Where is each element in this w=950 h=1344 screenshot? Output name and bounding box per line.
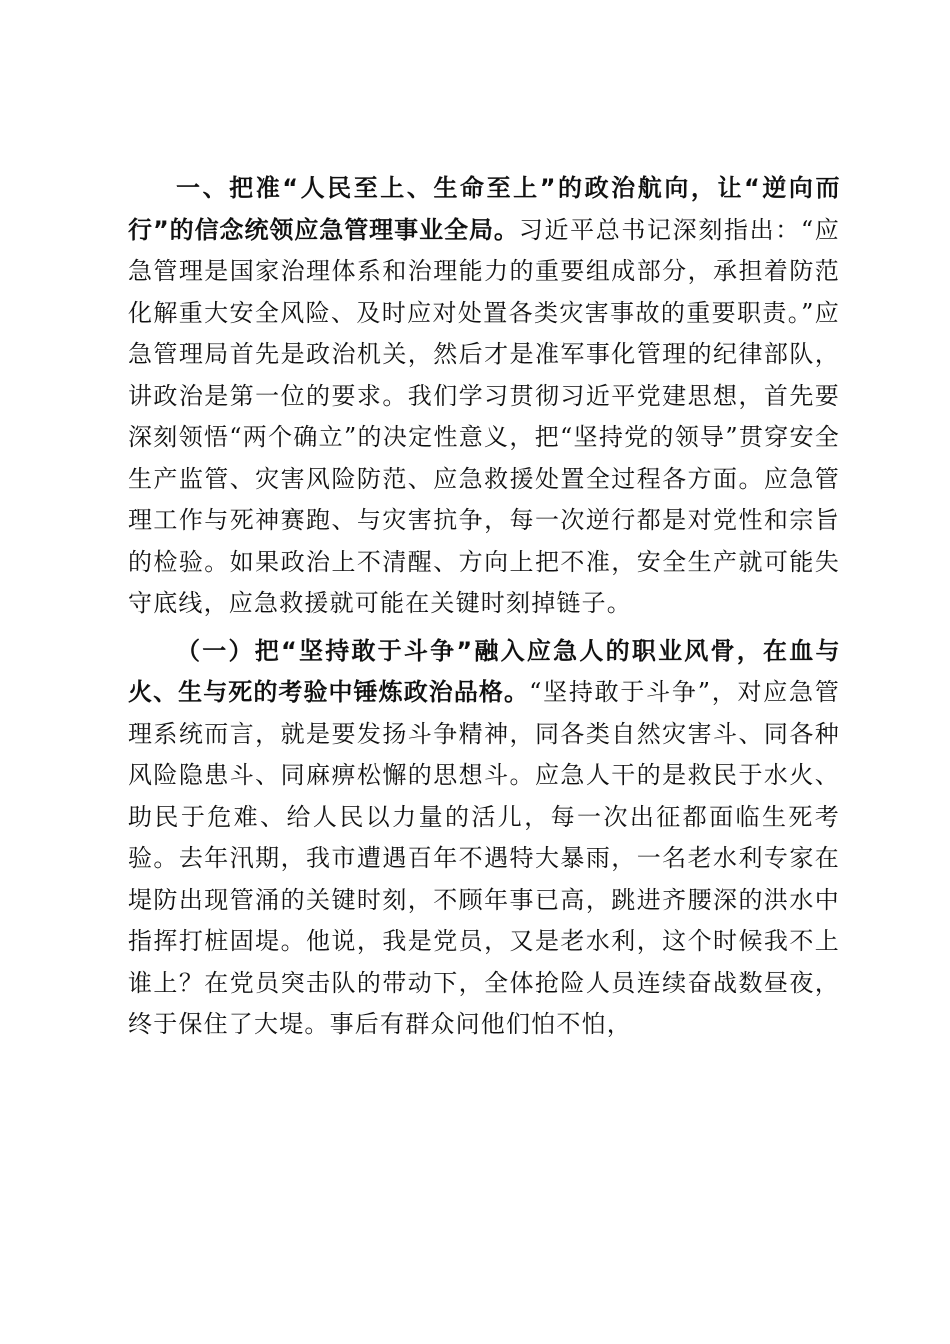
document-body xyxy=(128,168,840,1052)
paragraph-1 xyxy=(128,168,840,625)
paragraph-1-body: 习近平总书记深刻指出：“应急管理是国家治理体系和治理能力的重要组成部分，承担着防范化解重大安全风险、及时应对处置各类灾害事故的重要职责。”应急管理局首先是政治机关，然后才是准军事化管理的纪律部队，讲政治是第一位的要求。我们学习贯彻习近平党建思想，首先要深刻领悟“两个确立”的决定性意义，把“坚持党的领导”贯穿安全生产监管、灾害风险防范、应急救援处置全过程各方面。应急管理工作与死神赛跑、与灾害抗争，每一次逆行都是对党性和宗旨的检验。如果政治上不清醒、方向上把不准，安全生产就可能失守底线，应急救援就可能在关键时刻掉链子。 xyxy=(128,215,840,617)
section-heading-1: 一、把准“人民至上、生命至上”的政治航向，让“逆向而行”的信念统领应急管理事业全局。 xyxy=(128,174,840,244)
paragraph-2-body: “坚持敢于斗争”，对应急管理系统而言，就是要发扬斗争精神，同各类自然灾害斗、同各种风险隐患斗、同麻痹松懈的思想斗。应急人干的是救民于水火、助民于危难、给人民以力量的活儿，每一次出征都面临生死考验。去年汛期，我市遭遇百年不遇特大暴雨，一名老水利专家在堤防出现管涌的关键时刻，不顾年事已高，跳进齐腰深的洪水中指挥打桩固堤。他说，我是党员，又是老水利，这个时候我不上谁上？在党员突击队的带动下，全体抢险人员连续奋战数昼夜，终于保住了大堤。事后有群众问他们怕不怕， xyxy=(128,678,840,1038)
paragraph-2 xyxy=(128,631,840,1046)
subsection-heading-1: （一）把“坚持敢于斗争”融入应急人的职业风骨，在血与火、生与死的考验中锤炼政治品格。 xyxy=(128,636,840,706)
